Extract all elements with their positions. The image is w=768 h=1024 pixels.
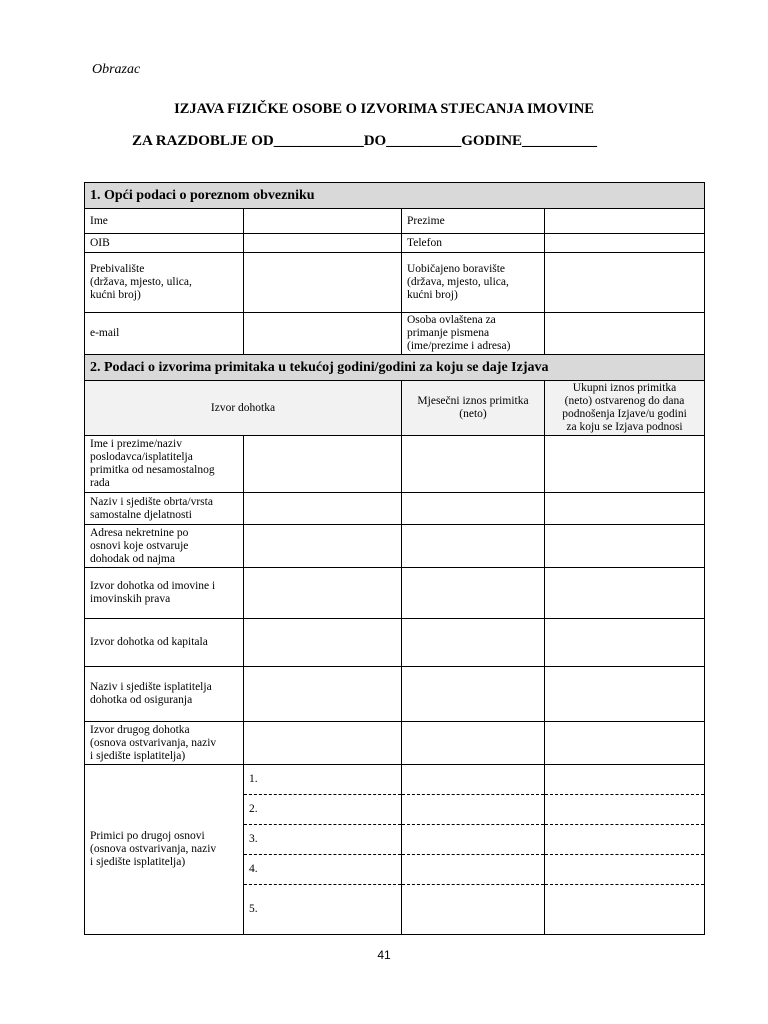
field-other-income-source[interactable]	[244, 722, 402, 765]
other-basis-item-5[interactable]: 5.	[244, 885, 402, 935]
other-basis-item-4[interactable]: 4.	[244, 855, 402, 885]
field-capital-income-monthly[interactable]	[402, 619, 545, 667]
column-header-total: Ukupni iznos primitka (neto) ostvarenog do dana podnošenja Izjave/u godini za koju se Izjava podnosi	[545, 381, 705, 436]
field-self-employment-source[interactable]	[244, 493, 402, 525]
declaration-form-table	[84, 182, 705, 935]
field-other-income-monthly[interactable]	[402, 722, 545, 765]
field-rental-total[interactable]	[545, 525, 705, 568]
field-other-basis-1-monthly[interactable]	[402, 765, 545, 795]
field-other-basis-2-monthly[interactable]	[402, 795, 545, 825]
label-residence: Prebivalište (država, mjesto, ulica, kućni broj)	[85, 253, 244, 313]
field-residence[interactable]	[244, 253, 402, 313]
field-insurance-income-total[interactable]	[545, 667, 705, 722]
document-title: IZJAVA FIZIČKE OSOBE O IZVORIMA STJECANJA IMOVINE	[174, 101, 594, 117]
label-authorized-person: Osoba ovlaštena za primanje pismena (ime/prezime i adresa)	[402, 313, 545, 355]
field-oib[interactable]	[244, 234, 402, 253]
field-other-basis-1-total[interactable]	[545, 765, 705, 795]
column-header-monthly: Mjesečni iznos primitka (neto)	[402, 381, 545, 436]
field-other-basis-3-monthly[interactable]	[402, 825, 545, 855]
label-habitual-residence: Uobičajeno boravište (država, mjesto, ulica, kućni broj)	[402, 253, 545, 313]
field-employment-monthly[interactable]	[402, 436, 545, 493]
field-rental-source[interactable]	[244, 525, 402, 568]
field-employment-total[interactable]	[545, 436, 705, 493]
row-label-capital-income: Izvor dohotka od kapitala	[85, 619, 244, 667]
row-label-other-basis: Primici po drugoj osnovi (osnova ostvarivanja, naziv i sjedište isplatitelja)	[85, 765, 244, 935]
field-property-income-source[interactable]	[244, 568, 402, 619]
field-email[interactable]	[244, 313, 402, 355]
label-email: e-mail	[85, 313, 244, 355]
other-basis-item-2[interactable]: 2.	[244, 795, 402, 825]
label-first-name: Ime	[85, 209, 244, 234]
field-other-income-total[interactable]	[545, 722, 705, 765]
field-other-basis-3-total[interactable]	[545, 825, 705, 855]
field-first-name[interactable]	[244, 209, 402, 234]
field-other-basis-5-monthly[interactable]	[402, 885, 545, 935]
other-basis-item-3[interactable]: 3.	[244, 825, 402, 855]
column-header-source: Izvor dohotka	[85, 381, 402, 436]
field-phone[interactable]	[545, 234, 705, 253]
field-authorized-person[interactable]	[545, 313, 705, 355]
form-label: Obrazac	[92, 62, 141, 77]
field-rental-monthly[interactable]	[402, 525, 545, 568]
field-last-name[interactable]	[545, 209, 705, 234]
field-self-employment-total[interactable]	[545, 493, 705, 525]
section-2-title: 2. Podaci o izvorima primitaka u tekućoj godini/godini za koju se daje Izjava	[85, 355, 705, 381]
field-property-income-total[interactable]	[545, 568, 705, 619]
field-employment-source[interactable]	[244, 436, 402, 493]
field-insurance-income-source[interactable]	[244, 667, 402, 722]
row-label-other-income: Izvor drugog dohotka (osnova ostvarivanja, naziv i sjedište isplatitelja)	[85, 722, 244, 765]
field-habitual-residence[interactable]	[545, 253, 705, 313]
label-oib: OIB	[85, 234, 244, 253]
field-other-basis-2-total[interactable]	[545, 795, 705, 825]
field-other-basis-4-total[interactable]	[545, 855, 705, 885]
other-basis-item-1[interactable]: 1.	[244, 765, 402, 795]
field-capital-income-source[interactable]	[244, 619, 402, 667]
row-label-property-income: Izvor dohotka od imovine i imovinskih prava	[85, 568, 244, 619]
field-other-basis-5-total[interactable]	[545, 885, 705, 935]
row-label-rental: Adresa nekretnine po osnovi koje ostvaruje dohodak od najma	[85, 525, 244, 568]
field-capital-income-total[interactable]	[545, 619, 705, 667]
label-last-name: Prezime	[402, 209, 545, 234]
page-number: 41	[377, 948, 391, 962]
field-other-basis-4-monthly[interactable]	[402, 855, 545, 885]
label-phone: Telefon	[402, 234, 545, 253]
period-line: ZA RAZDOBLJE OD____________DO__________GODINE__________	[132, 133, 598, 149]
row-label-insurance-income: Naziv i sjedište isplatitelja dohotka od osiguranja	[85, 667, 244, 722]
field-self-employment-monthly[interactable]	[402, 493, 545, 525]
section-1-title: 1. Opći podaci o poreznom obvezniku	[85, 183, 705, 209]
row-label-self-employment: Naziv i sjedište obrta/vrsta samostalne djelatnosti	[85, 493, 244, 525]
field-insurance-income-monthly[interactable]	[402, 667, 545, 722]
row-label-employment: Ime i prezime/naziv poslodavca/isplatitelja primitka od nesamostalnog rada	[85, 436, 244, 493]
field-property-income-monthly[interactable]	[402, 568, 545, 619]
